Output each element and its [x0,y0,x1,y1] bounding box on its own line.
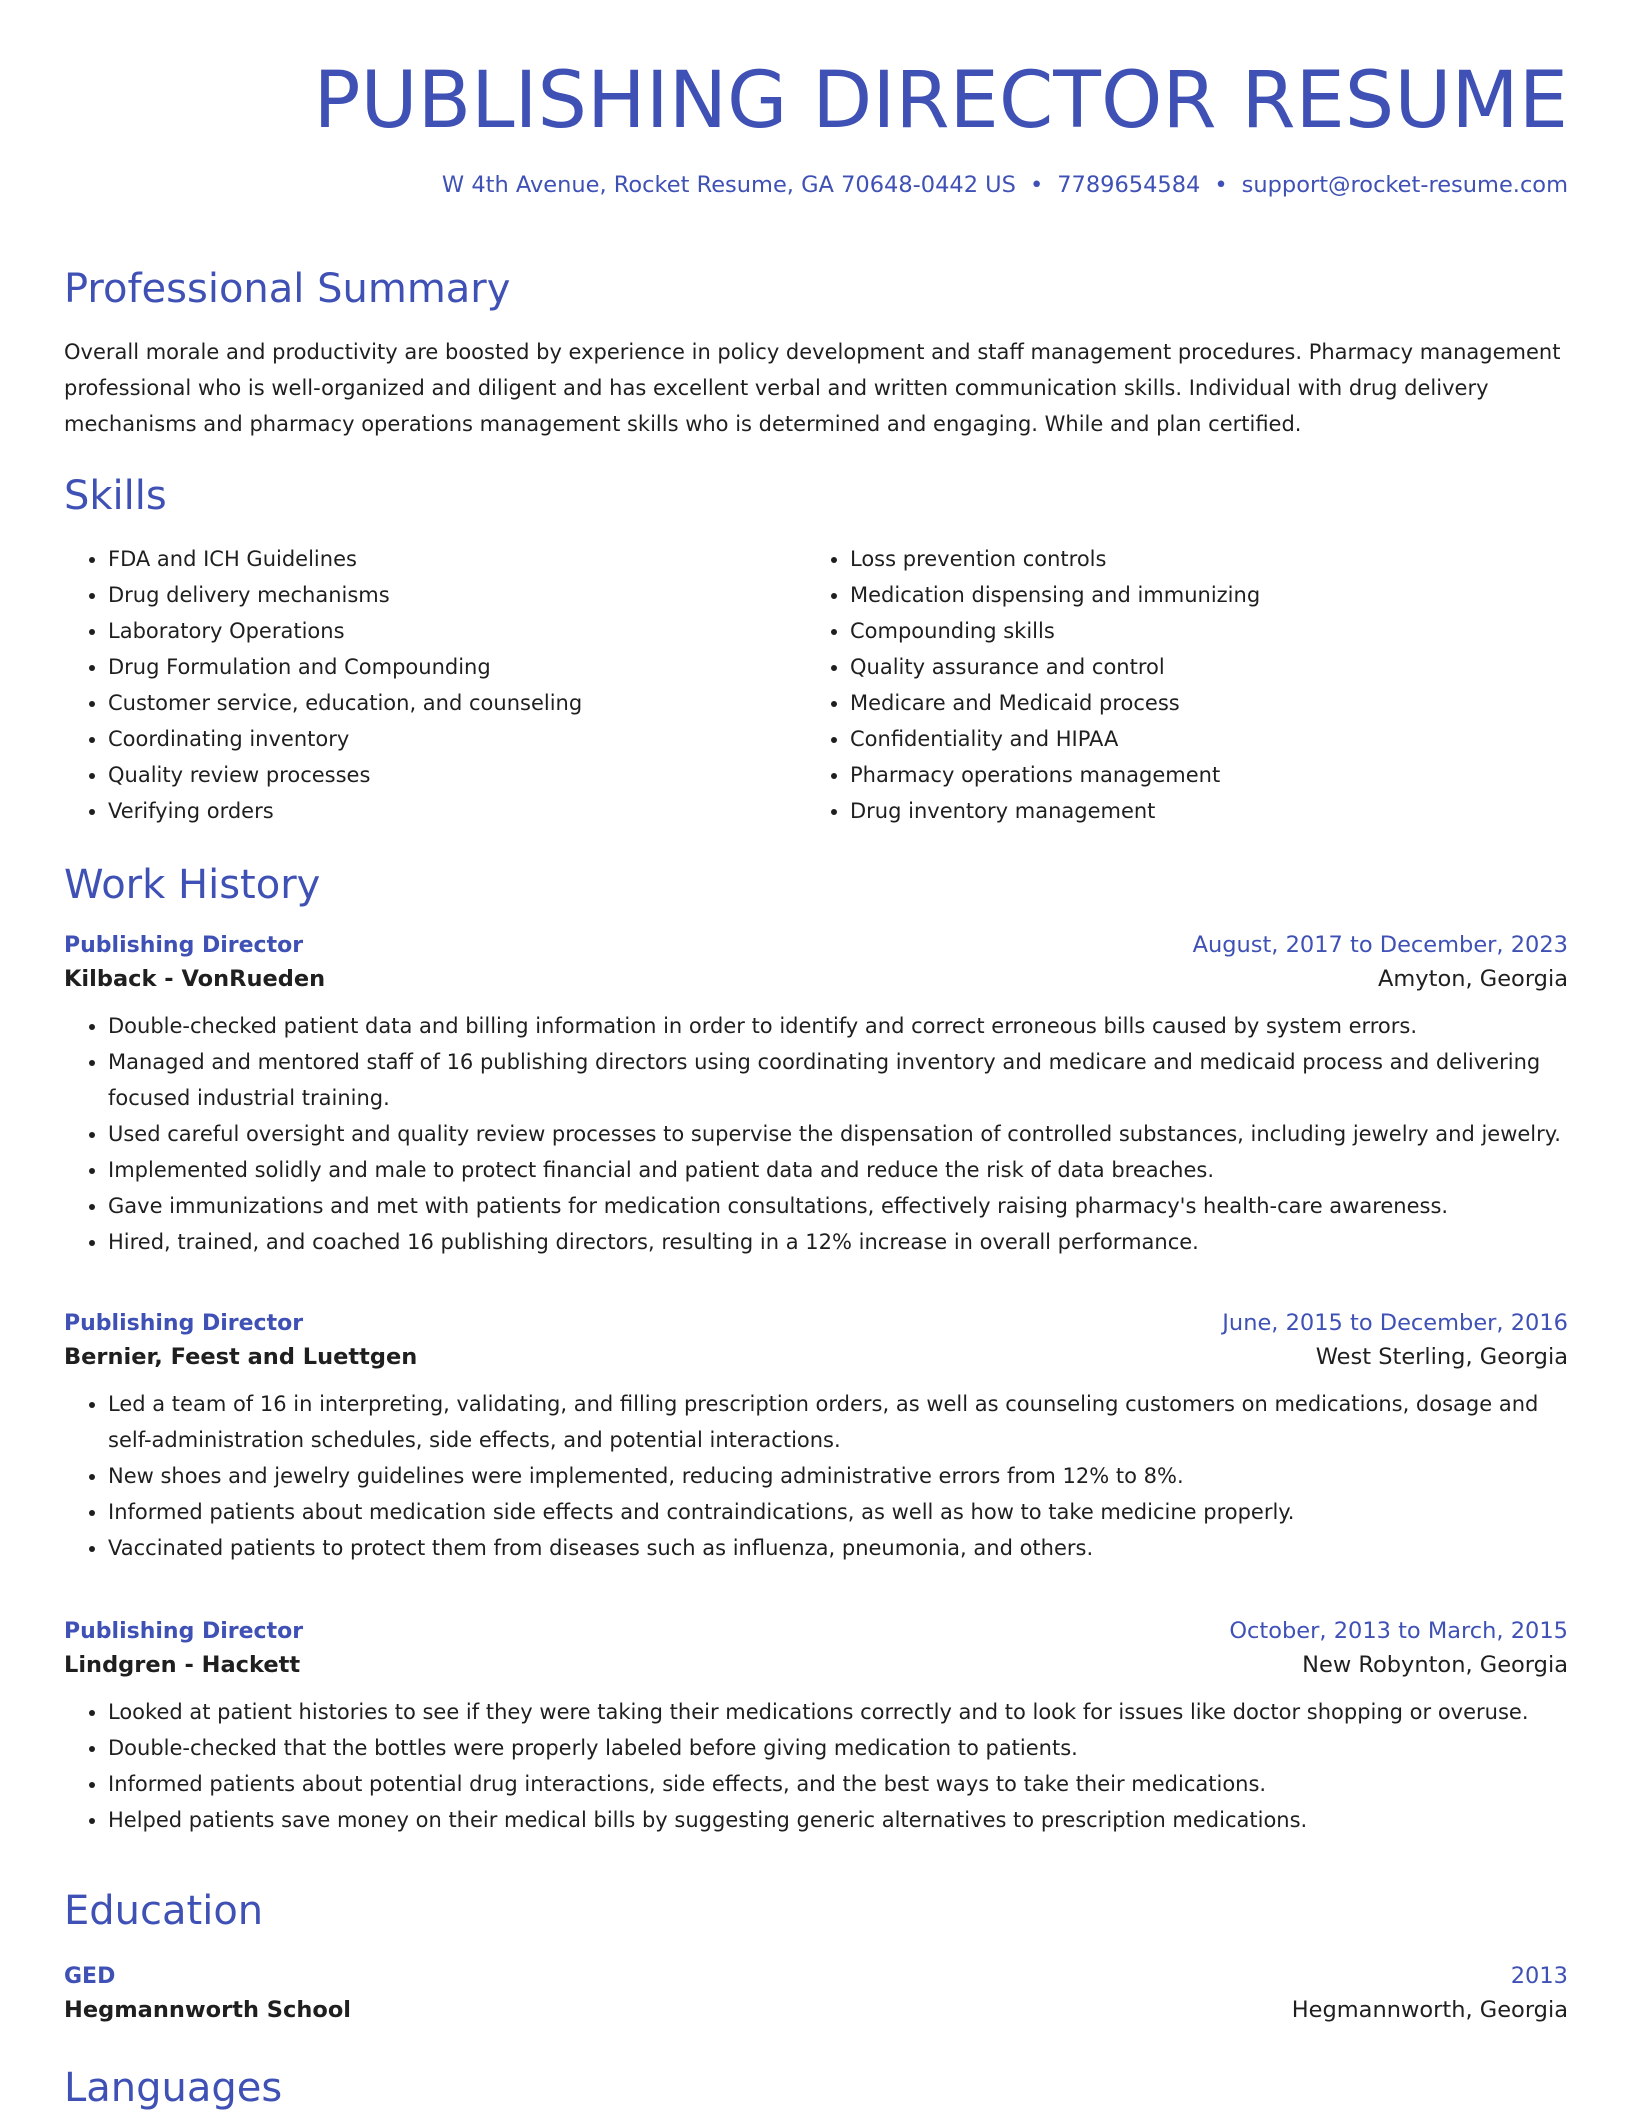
skills-heading: Skills [64,473,167,519]
job-subheader [64,1652,1568,1678]
job-bullet: • Double-checked that the bottles were properly labeled before giving medication to patients. [108,1730,1568,1766]
skill-item: • Compounding skills [850,613,1548,649]
skill-item: • Loss prevention controls [850,541,1548,577]
skill-item: • FDA and ICH Guidelines [108,541,806,577]
skill-item: • Drug inventory management [850,793,1548,829]
contact-separator: • [1029,172,1044,198]
job-bullet: • Used careful oversight and quality review processes to supervise the dispensation of controlled substances, including jewelry and jewelry. [108,1116,1568,1152]
job-bullet: • New shoes and jewelry guidelines were implemented, reducing administrative errors from 12% to 8%. [108,1458,1568,1494]
skill-item: • Verifying orders [108,793,806,829]
job-bullets [64,1008,1568,1260]
skill-item: • Medication dispensing and immunizing [850,577,1548,613]
job-location: Amyton, Georgia [1378,966,1568,992]
skill-item: • Medicare and Medicaid process [850,685,1548,721]
job-subheader [64,1344,1568,1370]
job-header [64,1618,1568,1644]
summary-text: Overall morale and productivity are boosted by experience in policy development and staff management procedures. Pharmacy management professional who is well-organized and diligent and has excellent verbal and written communication skills. Individual with drug delivery mechanisms and pharmacy operations management skills who is determined and engaging. While and plan certified. [64,340,1561,436]
job-bullet: • Vaccinated patients to protect them from diseases such as influenza, pneumonia, and others. [108,1530,1568,1566]
job-bullet: • Gave immunizations and met with patients for medication consultations, effectively raising pharmacy's health-care awareness. [108,1188,1568,1224]
skill-item: • Pharmacy operations management [850,757,1548,793]
skill-item: • Quality assurance and control [850,649,1548,685]
skill-item: • Drug Formulation and Compounding [108,649,806,685]
skills-column-right [806,541,1548,829]
skills-column-left [64,541,806,829]
job-bullet: • Helped patients save money on their medical bills by suggesting generic alternatives to prescription medications. [108,1802,1568,1838]
job-dates: August, 2017 to December, 2023 [1192,932,1568,958]
contact-email[interactable]: support@rocket-resume.com [1241,172,1568,198]
job-bullet: • Informed patients about potential drug interactions, side effects, and the best ways to take their medications. [108,1766,1568,1802]
job-subheader [64,966,1568,992]
resume-title: PUBLISHING DIRECTOR RESUME [313,56,1568,146]
job-title: Publishing Director [64,1311,304,1336]
job-entry [64,932,1568,1260]
job-location: New Robynton, Georgia [1302,1652,1568,1678]
job-entry [64,1618,1568,1838]
job-bullet: • Double-checked patient data and billing information in order to identify and correct erroneous bills caused by system errors. [108,1008,1568,1044]
company-name: Bernier, Feest and Luettgen [64,1344,418,1370]
school-location: Hegmannworth, Georgia [1291,1997,1568,2023]
education-heading: Education [64,1888,264,1934]
contact-phone: 7789654584 [1057,172,1201,198]
job-header [64,932,1568,958]
job-bullet: • Hired, trained, and coached 16 publishing directors, resulting in a 12% increase in overall performance. [108,1224,1568,1260]
school-name: Hegmannworth School [64,1997,351,2023]
job-header [64,1310,1568,1336]
job-dates: June, 2015 to December, 2016 [1222,1310,1568,1336]
education-header [64,1963,1568,1989]
languages-heading: Languages [64,2065,283,2111]
skill-item: • Coordinating inventory [108,721,806,757]
education-year: 2013 [1510,1963,1568,1989]
education-subheader [64,1997,1568,2023]
contact-separator: • [1214,172,1228,198]
skill-item: • Quality review processes [108,757,806,793]
skill-item: • Laboratory Operations [108,613,806,649]
job-bullet: • Managed and mentored staff of 16 publishing directors using coordinating inventory and medicare and medicaid process and delivering focused industrial training. [108,1044,1568,1116]
skill-item: • Customer service, education, and counseling [108,685,806,721]
skill-item: • Drug delivery mechanisms [108,577,806,613]
contact-address: W 4th Avenue, Rocket Resume, GA 70648-0442 US [441,172,1016,198]
job-location: West Sterling, Georgia [1315,1344,1568,1370]
job-entry [64,1310,1568,1566]
job-dates: October, 2013 to March, 2015 [1229,1618,1568,1644]
work-history-heading: Work History [64,862,321,908]
job-bullet: • Looked at patient histories to see if they were taking their medications correctly and to look for issues like doctor shopping or overuse. [108,1694,1568,1730]
skills-list [64,541,1568,829]
skill-item: • Confidentiality and HIPAA [850,721,1548,757]
job-bullet: • Informed patients about medication side effects and contraindications, as well as how to take medicine properly. [108,1494,1568,1530]
summary-heading: Professional Summary [64,266,511,312]
company-name: Lindgren - Hackett [64,1652,301,1678]
company-name: Kilback - VonRueden [64,966,326,992]
education-degree: GED [64,1964,116,1989]
education-entry [64,1963,1568,2023]
job-bullet: • Led a team of 16 in interpreting, validating, and filling prescription orders, as well as counseling customers on medications, dosage and self-administration schedules, side effects, and potential interactions. [108,1386,1568,1458]
job-bullet: • Implemented solidly and male to protect financial and patient data and reduce the risk of data breaches. [108,1152,1568,1188]
job-title: Publishing Director [64,1619,304,1644]
job-bullets [64,1694,1568,1838]
job-title: Publishing Director [64,933,304,958]
contact-line [64,174,1568,197]
job-bullets [64,1386,1568,1566]
